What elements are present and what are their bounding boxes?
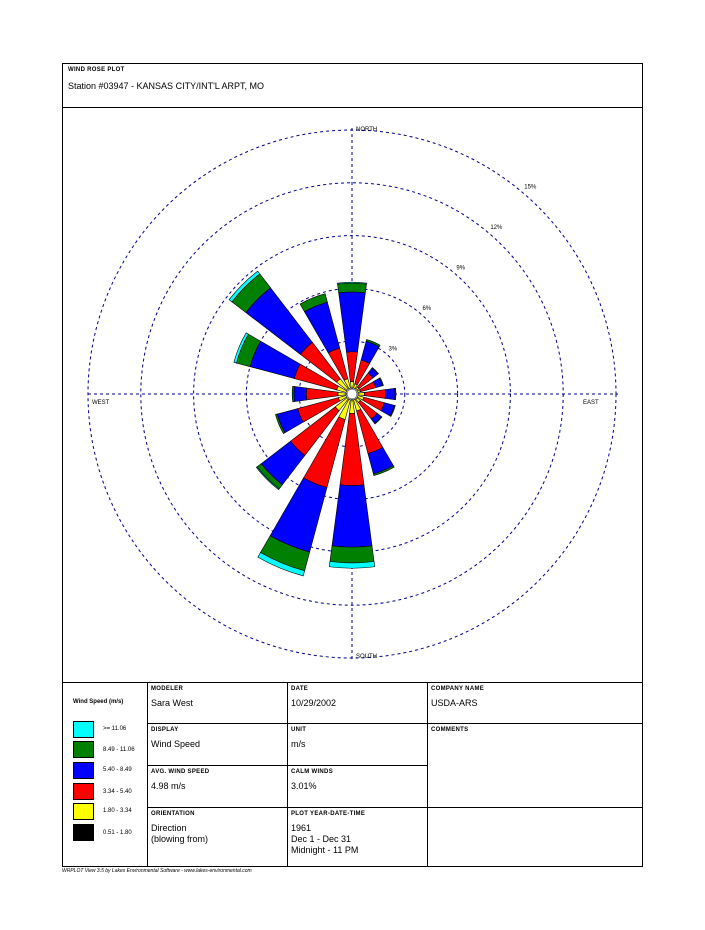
- calm-circle: [347, 389, 357, 399]
- plot-year: 1961: [291, 823, 312, 833]
- calm-winds-cell: [287, 765, 428, 808]
- petal-W-class-1: [338, 392, 346, 396]
- unit-value: m/s: [291, 739, 306, 749]
- orientation-line-2: (blowing from): [151, 834, 209, 844]
- avg-speed-cell: [147, 765, 288, 808]
- legend-swatch-red: [73, 783, 94, 800]
- company-label: COMPANY NAME: [431, 686, 485, 692]
- display-label: DISPLAY: [151, 727, 179, 733]
- legend-panel: [63, 682, 148, 867]
- petal-E-class-4: [395, 388, 396, 399]
- legend-label: >= 11.06: [103, 726, 127, 732]
- petal-E-class-1: [358, 392, 364, 395]
- east-label: EAST: [583, 400, 599, 406]
- orientation-value: [151, 823, 208, 845]
- footer-credit: WRPLOT View 3.5 by Lakes Environmental Software - www.lakes-environmental.com: [62, 868, 252, 874]
- company-cell: [427, 682, 642, 724]
- modeler-cell: [147, 682, 288, 724]
- petal-S-class-3: [332, 485, 372, 547]
- comments-label: COMMENTS: [431, 727, 469, 733]
- display-value: Wind Speed: [151, 739, 201, 749]
- petal-N-class-2: [346, 352, 357, 382]
- legend-swatch-blue: [73, 762, 94, 779]
- legend-swatch-black: [73, 824, 94, 841]
- plot-hours: Midnight - 11 PM: [291, 845, 359, 855]
- petal-W-class-3: [294, 386, 307, 401]
- unit-label: UNIT: [291, 727, 307, 733]
- petal-N-class-1: [350, 382, 353, 388]
- blank-cell: [427, 807, 642, 867]
- company-value: USDA-ARS: [431, 698, 478, 708]
- petal-E-class-2: [364, 390, 385, 399]
- petal-N-class-3: [339, 292, 366, 352]
- calm-winds-label: CALM WINDS: [291, 769, 333, 775]
- avg-speed-value: 4.98 m/s: [151, 781, 186, 791]
- legend-swatch-yellow: [73, 803, 94, 820]
- petal-W-class-2: [306, 388, 338, 400]
- orientation-cell: [147, 807, 288, 867]
- legend-label: 3.34 - 5.40: [103, 789, 132, 795]
- legend-label: 1.80 - 3.34: [103, 808, 132, 814]
- legend-swatch-cyan: [73, 721, 94, 738]
- legend-label: 5.40 - 8.49: [103, 767, 132, 773]
- date-value: 10/29/2002: [291, 698, 337, 708]
- petal-N-class-4: [338, 283, 367, 293]
- petal-S-class-1: [349, 400, 354, 413]
- plot-time-value: [291, 823, 358, 856]
- plot-time-cell: [287, 807, 428, 867]
- legend-title: Wind Speed (m/s): [73, 699, 124, 705]
- display-cell: [147, 723, 288, 766]
- petal-E-class-3: [385, 388, 395, 399]
- comments-cell: [427, 723, 642, 808]
- legend-swatch-green: [73, 741, 94, 758]
- avg-speed-label: AVG. WIND SPEED: [151, 769, 210, 775]
- west-label: WEST: [92, 400, 110, 406]
- calm-winds-value: 3.01%: [291, 781, 317, 791]
- ring-label: 15%: [524, 184, 537, 191]
- plot-type-label: WIND ROSE PLOT: [68, 67, 125, 73]
- ring-label: 9%: [456, 265, 466, 272]
- legend-label: 8.49 - 11.06: [103, 747, 135, 753]
- unit-cell: [287, 723, 428, 766]
- modeler-label: MODELER: [151, 686, 184, 692]
- ring-label: 6%: [422, 306, 432, 313]
- plot-header: [63, 64, 642, 108]
- legend-label: 0.51 - 1.80: [103, 830, 132, 836]
- petal-W-class-4: [292, 386, 294, 402]
- ring-label: 3%: [388, 346, 398, 353]
- orientation-line-1: Direction: [151, 823, 187, 833]
- modeler-value: Sara West: [151, 698, 193, 708]
- station-title: Station #03947 - KANSAS CITY/INT'L ARPT, MO: [68, 81, 264, 91]
- north-label: NORTH: [356, 127, 378, 133]
- wind-rose-chart: [63, 107, 642, 682]
- orientation-label: ORIENTATION: [151, 811, 195, 817]
- petal-S-class-4: [330, 546, 374, 563]
- ring-label: 12%: [490, 225, 503, 232]
- wind-rose-page: [62, 63, 643, 867]
- date-cell: [287, 682, 428, 724]
- plot-time-label: PLOT YEAR-DATE-TIME: [291, 811, 366, 817]
- date-label: DATE: [291, 686, 309, 692]
- plot-dates: Dec 1 - Dec 31: [291, 834, 352, 844]
- south-label: SOUTH: [356, 654, 377, 660]
